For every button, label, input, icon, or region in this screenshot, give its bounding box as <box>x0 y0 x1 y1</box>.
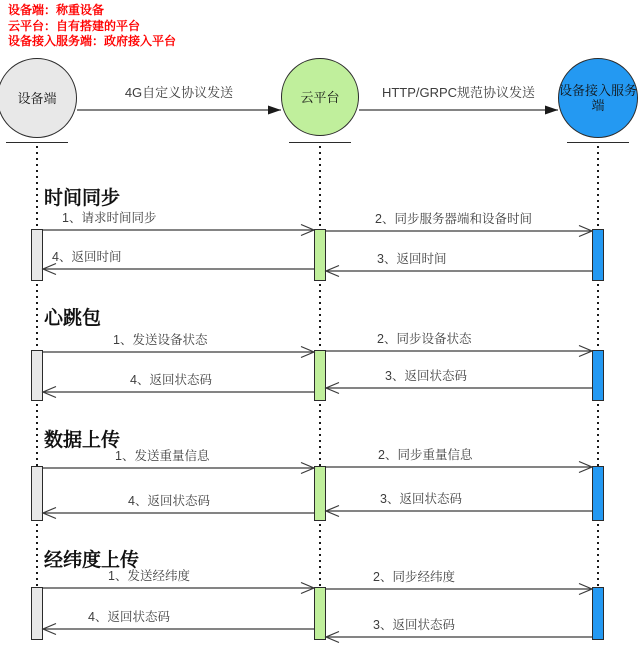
actor-cloud-label: 云平台 <box>300 89 340 105</box>
legend-line-device: 设备端：称重设备 <box>8 3 105 17</box>
actor-cloud-circle <box>281 58 359 136</box>
actor-device-label: 设备端 <box>17 90 57 106</box>
legend-line-server: 设备接入服务端：政府接入平台 <box>8 34 177 48</box>
activation-bar-s1-server <box>592 229 604 281</box>
top-link-arrow-1 <box>77 102 281 118</box>
activation-bar-s2-device <box>31 350 43 401</box>
activation-bar-s2-server <box>592 350 604 401</box>
top-link-label-2: HTTP/GRPC规范协议发送 <box>381 85 536 100</box>
activation-bar-s3-cloud <box>314 466 326 521</box>
message-arrow-s1-m3 <box>326 263 592 279</box>
message-label-s2-m4: 4、返回状态码 <box>130 373 212 387</box>
message-label-s1-m4: 4、返回时间 <box>52 250 122 264</box>
activation-bar-s1-device <box>31 229 43 281</box>
section-3-title: 数据上传 <box>44 430 121 451</box>
message-arrow-s4-m2 <box>326 581 592 597</box>
message-label-s1-m3: 3、返回时间 <box>377 252 447 266</box>
section-2-title: 心跳包 <box>44 308 102 329</box>
message-label-s1-m1: 1、请求时间同步 <box>62 211 157 225</box>
actor-cloud-baseline <box>289 142 351 143</box>
activation-bar-s1-cloud <box>314 229 326 281</box>
activation-bar-s4-server <box>592 587 604 640</box>
actor-device-baseline <box>6 142 68 143</box>
message-arrow-s4-m4 <box>43 621 314 637</box>
actor-server-circle <box>558 58 638 138</box>
legend-line-cloud: 云平台：自有搭建的平台 <box>8 18 141 33</box>
activation-bar-s2-cloud <box>314 350 326 401</box>
actor-server-label: 设备接入服务端 <box>559 83 638 113</box>
actor-device-circle <box>0 58 77 138</box>
activation-bar-s3-device <box>31 466 43 521</box>
message-label-s4-m2: 2、同步经纬度 <box>373 570 455 584</box>
activation-bar-s3-server <box>592 466 604 521</box>
legend <box>8 3 176 50</box>
message-label-s4-m1: 1、发送经纬度 <box>108 569 190 583</box>
message-arrow-s4-m3 <box>326 629 592 645</box>
message-label-s1-m2: 2、同步服务器端和设备时间 <box>375 212 532 226</box>
message-label-s3-m3: 3、返回状态码 <box>380 492 462 506</box>
top-link-label-1: 4G自定义协议发送 <box>124 85 234 100</box>
activation-bar-s4-device <box>31 587 43 640</box>
message-label-s4-m3: 3、返回状态码 <box>373 618 455 632</box>
section-4-title: 经纬度上传 <box>44 550 140 571</box>
top-link-arrow-2 <box>359 102 558 118</box>
actor-server-baseline <box>567 142 629 143</box>
message-label-s4-m4: 4、返回状态码 <box>88 610 170 624</box>
message-label-s2-m1: 1、发送设备状态 <box>113 333 208 347</box>
section-1-title: 时间同步 <box>44 188 121 209</box>
activation-bar-s4-cloud <box>314 587 326 640</box>
message-label-s2-m3: 3、返回状态码 <box>385 369 467 383</box>
message-label-s3-m2: 2、同步重量信息 <box>378 448 473 462</box>
message-label-s3-m4: 4、返回状态码 <box>128 494 210 508</box>
message-label-s3-m1: 1、发送重量信息 <box>115 449 210 463</box>
message-label-s2-m2: 2、同步设备状态 <box>377 332 472 346</box>
